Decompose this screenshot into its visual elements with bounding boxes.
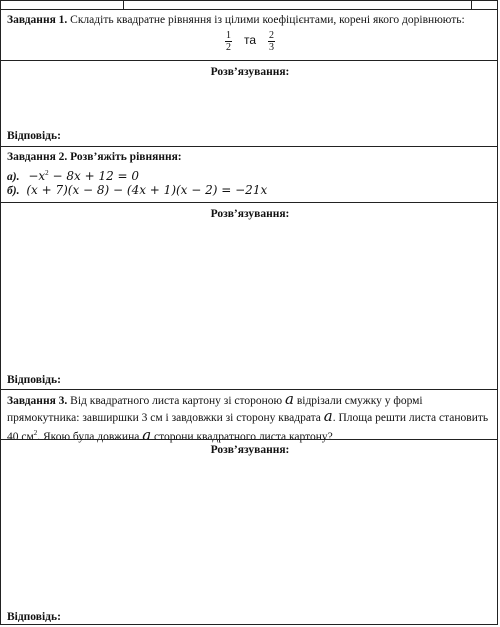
root2-numerator: 2 (269, 30, 275, 41)
divider (1, 146, 497, 147)
item-a-left: −x (28, 168, 46, 183)
task2-statement (7, 150, 493, 165)
task1-text: Складіть квадратне рівняння із цілими коефіцієнтами, корені якого дорівнюють: (70, 14, 465, 26)
root2-fraction (268, 30, 275, 53)
task2-text: Розв’яжіть рівняння: (70, 151, 182, 163)
task2-title: Завдання 2. (7, 151, 68, 163)
divider (1, 389, 497, 390)
item-b-label: б). (7, 185, 20, 197)
task2-answer-label: Відповідь: (7, 374, 61, 386)
root1-numerator: 1 (225, 30, 231, 41)
item-a-exponent: 2 (45, 169, 49, 177)
task3-text-5: сторони квадратного листа картону? (154, 430, 333, 443)
task1-title: Завдання 1. (7, 14, 68, 26)
top-strip-divider (471, 1, 472, 9)
task2-solution-label: Розв’язування: (210, 208, 290, 220)
task3-statement (7, 392, 493, 445)
task1-statement (7, 13, 493, 28)
item-b-equation: (x + 7)(x − 8) − (4x + 1)(x − 2) = −21x (26, 183, 268, 197)
task1-solution-label: Розв’язування: (210, 66, 290, 78)
item-a-right: − 8x + 12 = 0 (48, 168, 140, 183)
task3-solution-label: Розв’язування: (210, 444, 290, 456)
task3-text-1: Від квадратного листа картону зі стороною (70, 395, 283, 407)
item-a-label: а). (7, 170, 20, 183)
side-variable: a (285, 390, 294, 408)
root1-denominator: 2 (225, 42, 231, 53)
side-variable: a (142, 425, 152, 444)
and-word: та (243, 33, 257, 48)
task3-answer-label: Відповідь: (7, 611, 61, 623)
top-strip-divider (123, 1, 124, 9)
task2-item-b (7, 183, 493, 199)
area-exponent: 2 (33, 429, 38, 437)
task3-text-4: . Якою була довжина (37, 430, 140, 443)
root2-denominator: 3 (269, 42, 275, 53)
divider (1, 202, 497, 203)
task2-item-a (7, 166, 493, 185)
task3-text-3: . Площа решти листа становить 40 см (7, 412, 489, 443)
task3-title: Завдання 3. (7, 395, 68, 407)
root1-fraction (225, 30, 232, 53)
task1-answer-label: Відповідь: (7, 130, 61, 142)
divider (1, 9, 497, 10)
task3-text-2: відрізали смужку у формі прямокутника: завширшки 3 см і завдовжки зі сторону квадрата (7, 395, 423, 424)
divider (1, 60, 497, 61)
task1-roots (7, 30, 493, 53)
side-variable: a (323, 407, 333, 425)
divider (1, 439, 497, 440)
